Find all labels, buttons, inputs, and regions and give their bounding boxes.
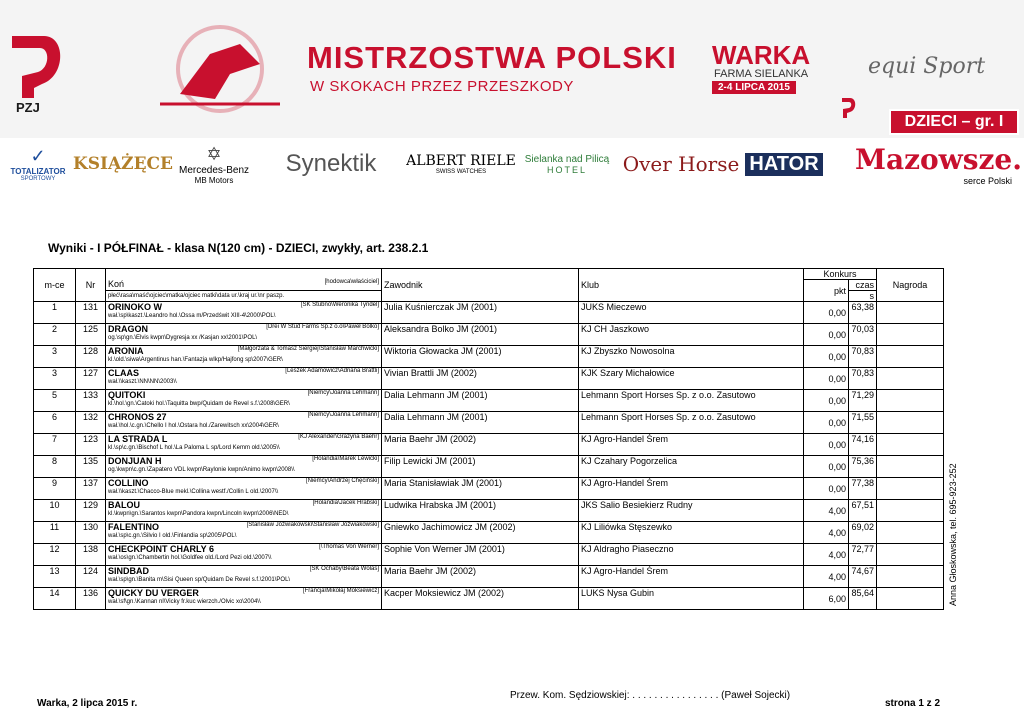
nr-cell: 133 [76, 390, 106, 412]
table-row [34, 478, 944, 500]
nr-cell: 138 [76, 544, 106, 566]
header-pedigree: płeć\rasa\maść\ojciec\matka/ojciec matki\data ur.\kraj ur.\nr paszp. [106, 291, 382, 302]
sponsor-hator: HATOR [746, 140, 822, 188]
time-cell: 71,55 [849, 412, 877, 434]
sponsor-sielanka: Sielanka nad Pilicą HOTEL [524, 153, 610, 175]
table-row [34, 302, 944, 324]
nr-cell: 123 [76, 434, 106, 456]
place-cell: 2 [34, 324, 76, 346]
club-cell: KJ CH Jaszkowo [579, 324, 804, 346]
points-cell: 0,00 [804, 368, 849, 390]
horse-cell [106, 456, 382, 478]
time-cell: 69,02 [849, 522, 877, 544]
club-cell: LUKS Nysa Gubin [579, 588, 804, 610]
horse-cell [106, 544, 382, 566]
horse-name: QUICKY DU VERGER [108, 588, 199, 598]
horse-name: CHECKPOINT CHARLY 6 [108, 544, 215, 554]
club-cell: KJ Zbyszko Nowosolna [579, 346, 804, 368]
table-row [34, 368, 944, 390]
horse-owner: [Niemcy\Joanna Lehmann] [307, 390, 379, 396]
header-prize: Nagroda [877, 269, 944, 302]
table-row [34, 500, 944, 522]
pzj-small-logo [840, 96, 858, 120]
horse-name: DONJUAN H [108, 456, 162, 466]
prize-cell [877, 588, 944, 610]
sponsor-synektik: Synektik [285, 150, 377, 177]
horse-owner: [Stanisław Jóźwiakowski\Stanisław Jóźwiakowski] [246, 522, 379, 528]
horse-pedigree: wał.\\kaszt.\NN\NN\2003\\ [108, 379, 177, 385]
category-badge: DZIECI – gr. I [889, 109, 1019, 135]
sponsor-over-horse: Over Horse [622, 152, 740, 176]
nr-cell: 136 [76, 588, 106, 610]
table-row [34, 588, 944, 610]
horse-pedigree: wał.\sp\kaszt.\Leandro hol.\Ossa m/Przedświt XIII-4\2000\POL\ [108, 313, 276, 319]
prize-cell [877, 412, 944, 434]
rider-cell: Ludwika Hrabska JM (2001) [382, 500, 579, 522]
table-row [34, 544, 944, 566]
results-table [33, 268, 944, 610]
nr-cell: 135 [76, 456, 106, 478]
horse-name: LA STRADA L [108, 434, 168, 444]
horse-cell [106, 302, 382, 324]
table-row [34, 346, 944, 368]
prize-cell [877, 302, 944, 324]
footer-place-date: Warka, 2 lipca 2015 r. [37, 698, 138, 709]
nr-cell: 127 [76, 368, 106, 390]
prize-cell [877, 456, 944, 478]
table-row [34, 324, 944, 346]
place-cell: 10 [34, 500, 76, 522]
points-cell: 4,00 [804, 566, 849, 588]
sponsor-totalizator: ✓ TOTALIZATOR SPORTOWY [10, 146, 66, 182]
horse-pedigree: og.\sp\gn.\Elvis kwpn\Dygresja xx /Kasjan xx\2001\POL\ [108, 335, 258, 341]
nr-cell: 128 [76, 346, 106, 368]
footer-judge: Przew. Kom. Sędziowskiej: . . . . . . . . . . . . . . . . (Paweł Sojecki) [510, 690, 791, 701]
horse-name: COLLINO [108, 478, 149, 488]
horse-owner: [Małgorzata & Tomasz Siergiej\Stanisław Marchwicki] [237, 346, 379, 352]
horse-cell [106, 346, 382, 368]
place-cell: 1 [34, 302, 76, 324]
prize-cell [877, 368, 944, 390]
horse-pedigree: kl.\hol.\gn.\Catoki hol.\Taquitta bwp/Quidam de Revel s.f.\2008\GER\ [108, 401, 290, 407]
rider-cell: Sophie Von Werner JM (2001) [382, 544, 579, 566]
prize-cell [877, 346, 944, 368]
table-row [34, 456, 944, 478]
horse-cell [106, 434, 382, 456]
rider-cell: Julia Kuśnierczak JM (2001) [382, 302, 579, 324]
time-cell: 74,67 [849, 566, 877, 588]
nr-cell: 124 [76, 566, 106, 588]
time-cell: 63,38 [849, 302, 877, 324]
place-cell: 8 [34, 456, 76, 478]
rider-cell: Maria Baehr JM (2002) [382, 434, 579, 456]
nr-cell: 137 [76, 478, 106, 500]
prize-cell [877, 434, 944, 456]
place-cell: 11 [34, 522, 76, 544]
time-cell: 70,03 [849, 324, 877, 346]
header-pkt: pkt [804, 280, 849, 302]
place-cell: 3 [34, 346, 76, 368]
rider-cell: Gniewko Jachimowicz JM (2002) [382, 522, 579, 544]
prize-cell [877, 324, 944, 346]
event-title: MISTRZOSTWA POLSKI [307, 40, 677, 75]
club-cell: KJ Agro-Handel Śrem [579, 566, 804, 588]
place-cell: 7 [34, 434, 76, 456]
horse-pedigree: kl.\sp\c.gn.\Bischof L hol.\La Paloma L sp/Lord Kemm old.\2005\\ [108, 445, 280, 451]
rider-cell: Maria Baehr JM (2002) [382, 566, 579, 588]
horse-owner: [Niemcy\Andrzej Chęciński] [305, 478, 379, 484]
points-cell: 0,00 [804, 412, 849, 434]
prize-cell [877, 522, 944, 544]
horse-cell [106, 324, 382, 346]
table-row [34, 566, 944, 588]
prize-cell [877, 390, 944, 412]
nr-cell: 130 [76, 522, 106, 544]
table-row [34, 390, 944, 412]
points-cell: 0,00 [804, 434, 849, 456]
place-cell: 6 [34, 412, 76, 434]
horse-name: FALENTINO [108, 522, 159, 532]
club-cell: Lehmann Sport Horses Sp. z o.o. Zasutowo [579, 390, 804, 412]
time-cell: 71,29 [849, 390, 877, 412]
prize-cell [877, 544, 944, 566]
nr-cell: 132 [76, 412, 106, 434]
event-banner [0, 0, 1024, 138]
rider-cell: Kacper Moksiewicz JM (2002) [382, 588, 579, 610]
place-cell: 3 [34, 368, 76, 390]
points-cell: 0,00 [804, 456, 849, 478]
horse-owner: [SK Stubno\Weronika Tyndel] [300, 302, 379, 308]
rider-cell: Aleksandra Bolko JM (2001) [382, 324, 579, 346]
club-cell: KJ Agro-Handel Śrem [579, 478, 804, 500]
rider-cell: Dalia Lehmann JM (2001) [382, 390, 579, 412]
contact-note: Anna Głoskowska, tel. 695-923-252 [948, 463, 958, 606]
header-czas: czas [849, 280, 877, 291]
equisport-logo: equi Sport [868, 54, 986, 79]
rider-cell: Vivian Brattli JM (2002) [382, 368, 579, 390]
club-cell: KJ Czahary Pogorzelica [579, 456, 804, 478]
header-place: m-ce [34, 269, 76, 302]
time-cell: 85,64 [849, 588, 877, 610]
horse-cell [106, 478, 382, 500]
place-cell: 12 [34, 544, 76, 566]
totalizator-icon: ✓ [30, 146, 46, 166]
horse-cell [106, 368, 382, 390]
prize-cell [877, 500, 944, 522]
horse-name: BALOU [108, 500, 140, 510]
club-cell: JUKS Mieczewo [579, 302, 804, 324]
time-cell: 74,16 [849, 434, 877, 456]
place-cell: 5 [34, 390, 76, 412]
horse-pedigree: wał.\hol.\c.gn.\Chello I hol.\Ostara hol./Zarewitsch xx\2004\GER\ [108, 423, 279, 429]
pzj-label: PZJ [16, 100, 40, 115]
nr-cell: 125 [76, 324, 106, 346]
points-cell: 4,00 [804, 544, 849, 566]
rider-cell: Dalia Lehmann JM (2001) [382, 412, 579, 434]
horse-cell [106, 522, 382, 544]
horse-owner: [SK Ochaby\Beata Wolas] [309, 566, 379, 572]
table-row [34, 412, 944, 434]
horse-owner: [Niemcy\Joanna Lehmann] [307, 412, 379, 418]
time-cell: 70,83 [849, 346, 877, 368]
points-cell: 0,00 [804, 302, 849, 324]
horse-owner: [Francja\Mikołaj Moksiewicz] [302, 588, 379, 594]
horse-name: QUITOKI [108, 390, 146, 400]
horse-name: CLAAS [108, 368, 139, 378]
points-cell: 0,00 [804, 346, 849, 368]
horse-name: ARONIA [108, 346, 144, 356]
header-row [34, 269, 944, 280]
points-cell: 6,00 [804, 588, 849, 610]
show-jumping-horse-logo [120, 14, 300, 124]
horse-owner: [\Thomas Von Werner] [319, 544, 379, 550]
points-cell: 0,00 [804, 390, 849, 412]
club-cell: Lehmann Sport Horses Sp. z o.o. Zasutowo [579, 412, 804, 434]
horse-owner: [KJ Alexander\Grażyna Baehr] [298, 434, 379, 440]
sponsor-ksiazece: KSIĄŻĘCE [72, 154, 174, 174]
table-row [34, 434, 944, 456]
horse-owner: [Holandia\Marek Lewicki] [312, 456, 379, 462]
table-row [34, 522, 944, 544]
sponsor-mercedes: ✡ Mercedes-Benz MB Motors [178, 143, 250, 185]
horse-cell [106, 588, 382, 610]
results-title: Wyniki - I PÓŁFINAŁ - klasa N(120 cm) - DZIECI, zwykły, art. 238.2.1 [48, 241, 429, 255]
horse-name: DRAGON [108, 324, 148, 334]
header-club: Klub [579, 269, 804, 302]
time-cell: 70,83 [849, 368, 877, 390]
club-cell: KJ Agro-Handel Śrem [579, 434, 804, 456]
horse-pedigree: wał.\sf\gn.\Kannan nl\Vicky fr.kuc wierzch./Olvic xo\2004\\ [108, 599, 261, 605]
place-cell: 13 [34, 566, 76, 588]
nr-cell: 131 [76, 302, 106, 324]
header-konkurs: Konkurs [804, 269, 877, 280]
sponsor-albert-riele: ALBERT RIELE SWISS WATCHES [406, 153, 516, 175]
header-horse: Koń [hodowca\właściciel] [106, 269, 382, 291]
event-venue: FARMA SIELANKA [714, 68, 809, 80]
time-cell: 75,36 [849, 456, 877, 478]
horse-name: CHRONOS 27 [108, 412, 167, 422]
horse-pedigree: og.\kwpn\c.gn.\Zapatero VDL kwpn\Raylonie kwpn/Animo kwpn\2008\\ [108, 467, 295, 473]
rider-cell: Wiktoria Głowacka JM (2001) [382, 346, 579, 368]
sponsor-mazowsze: Mazowsze. serce Polski [854, 142, 1022, 186]
header-nr: Nr [76, 269, 106, 302]
prize-cell [877, 566, 944, 588]
mercedes-star-icon: ✡ [206, 143, 222, 164]
nr-cell: 129 [76, 500, 106, 522]
horse-cell [106, 390, 382, 412]
horse-cell [106, 566, 382, 588]
footer-page: strona 1 z 2 [885, 698, 941, 709]
horse-owner: [Holandia\Jacek Hrabski] [312, 500, 379, 506]
rider-cell: Filip Lewicki JM (2001) [382, 456, 579, 478]
event-dates: 2-4 LIPCA 2015 [712, 81, 796, 94]
points-cell: 4,00 [804, 500, 849, 522]
club-cell: KJK Szary Michałowice [579, 368, 804, 390]
horse-pedigree: wał.\sp\c.gn.\Silvio I old.\Finlandia sp\2005\POL\ [108, 533, 237, 539]
time-cell: 72,77 [849, 544, 877, 566]
header-czas-unit: s [849, 291, 877, 302]
horse-cell [106, 500, 382, 522]
rider-cell: Maria Stanisławiak JM (2001) [382, 478, 579, 500]
horse-pedigree: wał.\\kaszt.\Chacco-Blue mekl.\Collina westf./Collin L old.\2007\\ [108, 489, 279, 495]
prize-cell [877, 478, 944, 500]
club-cell: JKS Salio Besiekierz Rudny [579, 500, 804, 522]
event-location: WARKA [712, 40, 811, 70]
horse-name: SINDBAD [108, 566, 150, 576]
horse-pedigree: wał.\sp\gn.\Banita m\Sisi Queen sp/Quidam De Revel s.f.\2001\POL\ [108, 577, 291, 583]
horse-name: ORINOKO W [108, 302, 162, 312]
header-rider: Zawodnik [382, 269, 579, 302]
time-cell: 77,38 [849, 478, 877, 500]
horse-pedigree: kl.\old.\siwa\Argentinus han.\Fantazja wlkp/Hajfong sp\2007\GER\ [108, 357, 283, 363]
points-cell: 0,00 [804, 324, 849, 346]
event-subtitle: W SKOKACH PRZEZ PRZESZKODY [310, 78, 574, 95]
horse-pedigree: kl.\kwpn\gn.\Sarantos kwpn\Pandora kwpn/Lincoln kwpn\2006\NED\ [108, 511, 289, 517]
club-cell: KJ Liliówka Stęszewko [579, 522, 804, 544]
points-cell: 0,00 [804, 478, 849, 500]
horse-cell [106, 412, 382, 434]
club-cell: KJ Aldragho Piaseczno [579, 544, 804, 566]
place-cell: 14 [34, 588, 76, 610]
horse-owner: [Drei W Stud Farms Sp.z o.o\Paweł Bolko] [266, 324, 379, 330]
place-cell: 9 [34, 478, 76, 500]
horse-pedigree: wał.\os\gn.\Chambertin hol.\Goldfee old./Lord Pezi old.\2007\\ [108, 555, 272, 561]
sponsor-strip [0, 140, 1024, 188]
horse-owner: [Leszek Adamowicz\Adriana Brattli] [285, 368, 379, 374]
points-cell: 4,00 [804, 522, 849, 544]
time-cell: 67,51 [849, 500, 877, 522]
